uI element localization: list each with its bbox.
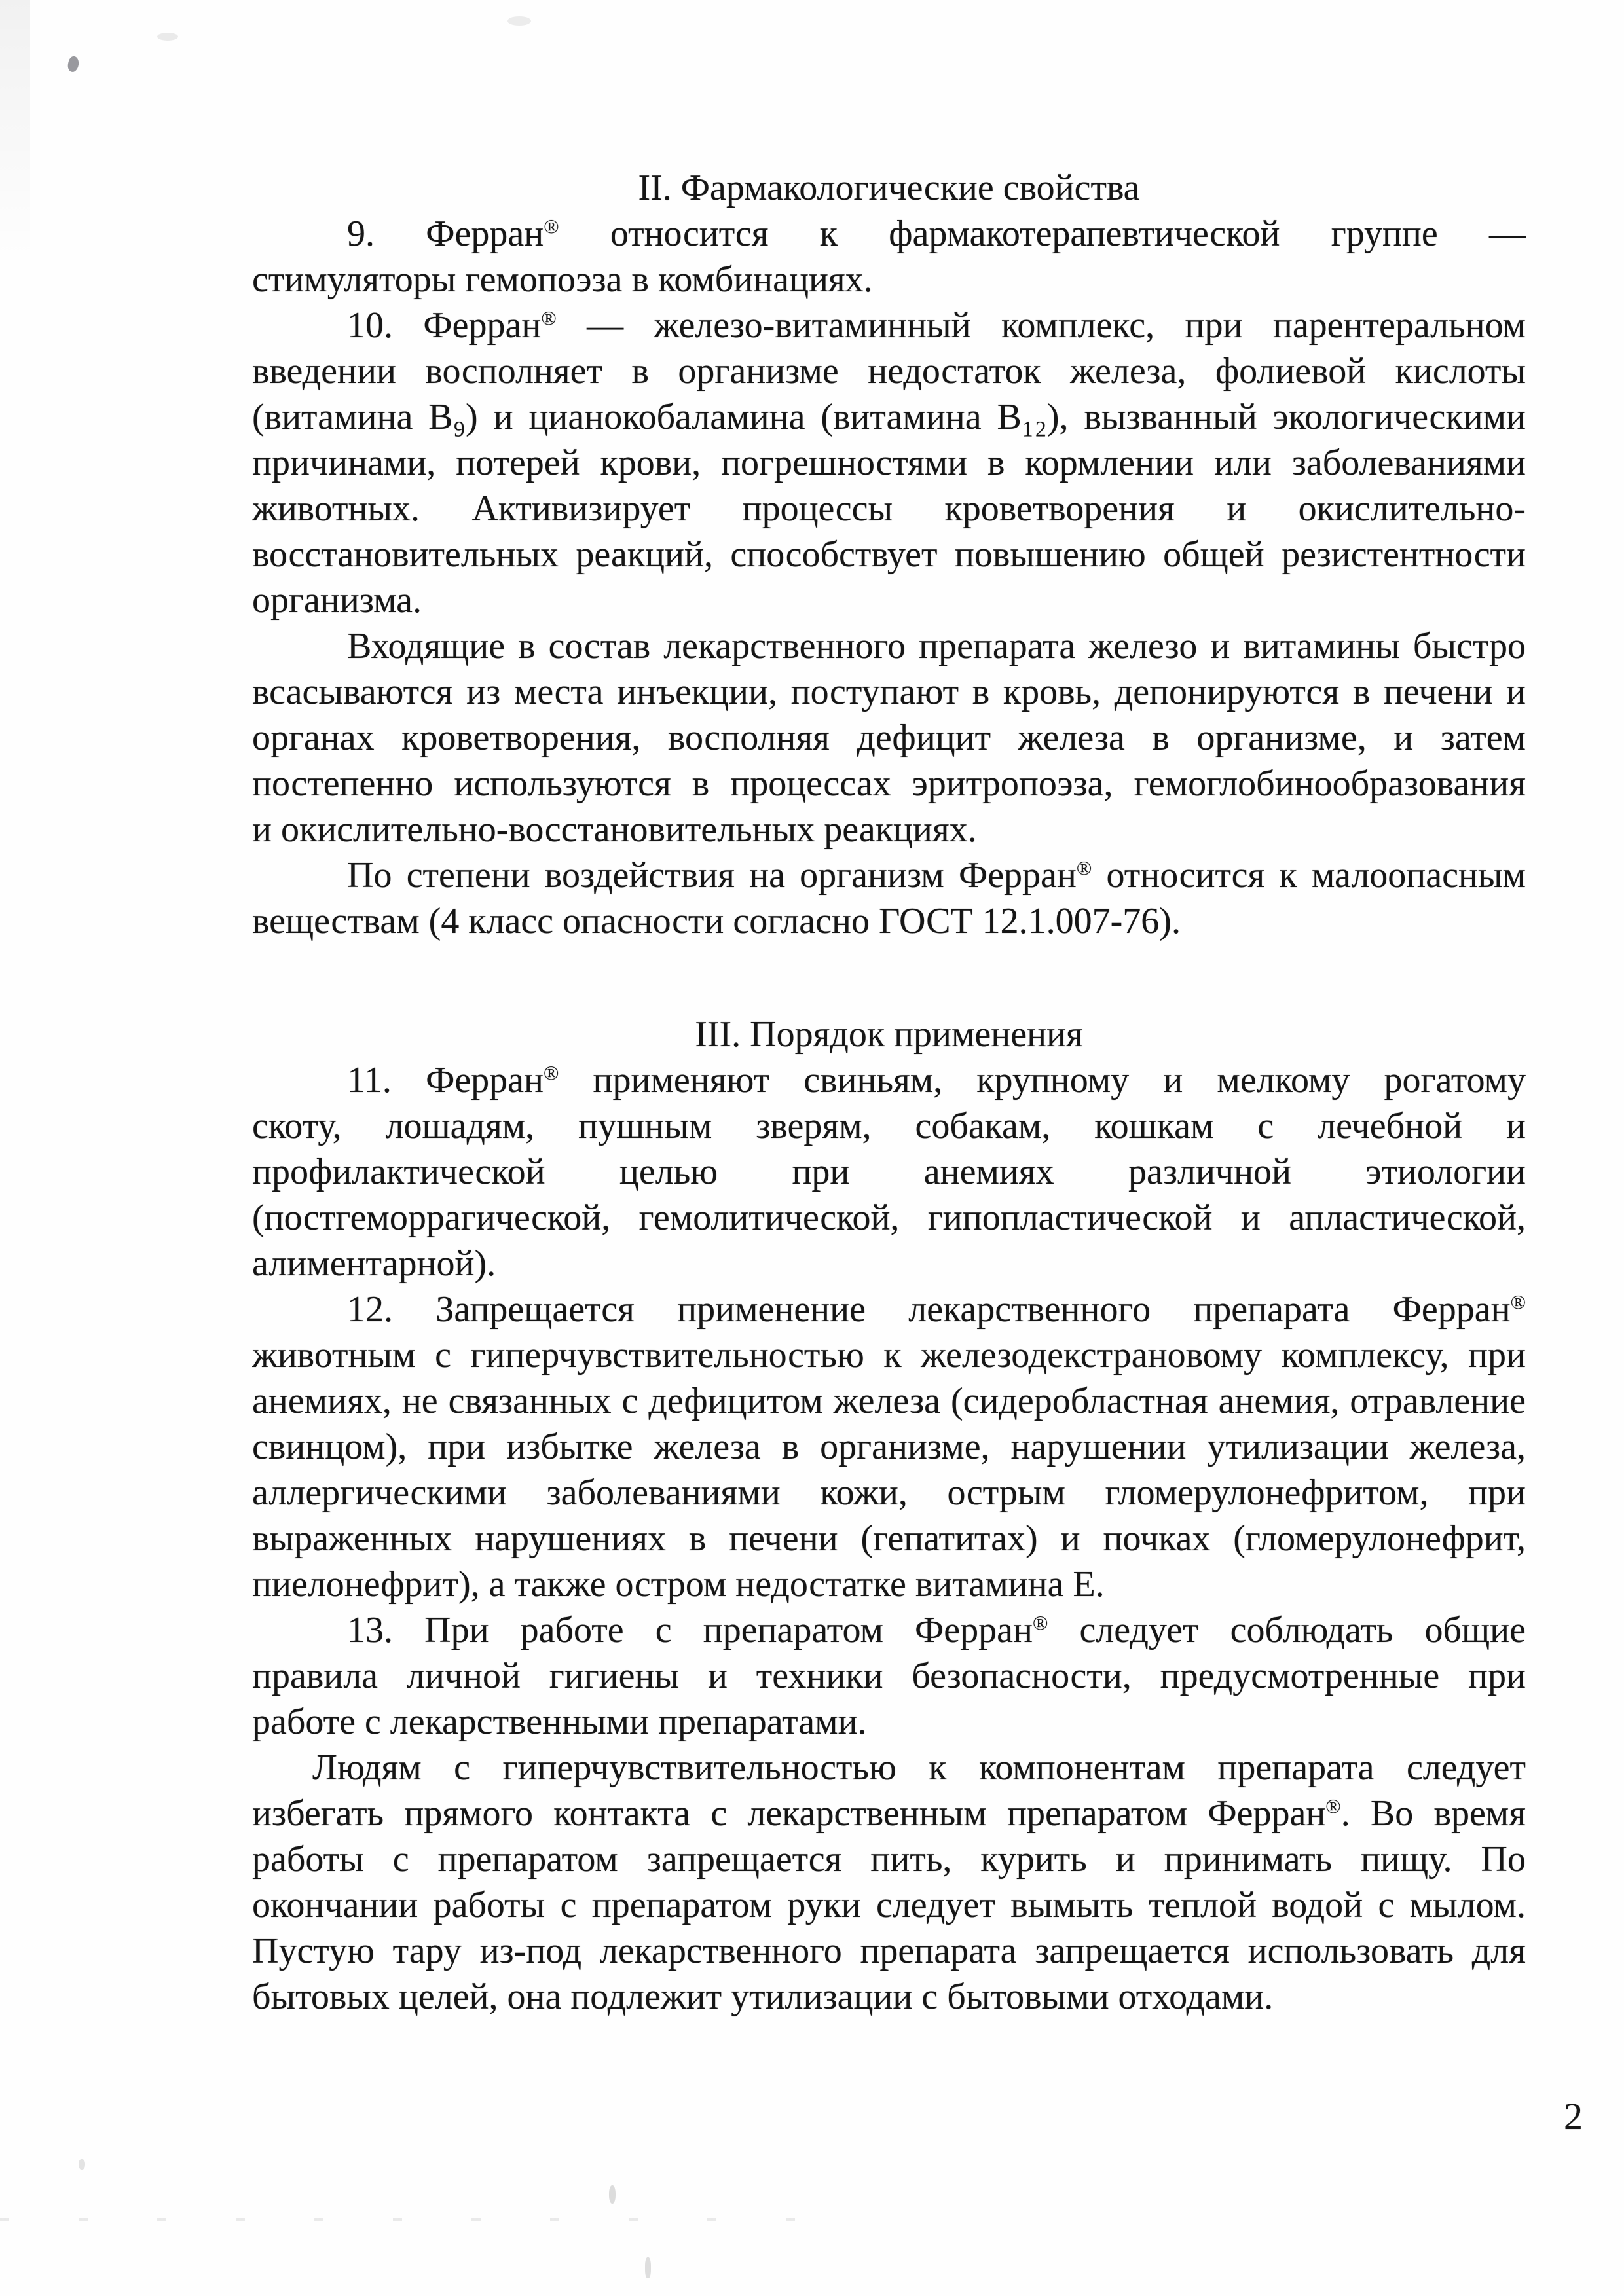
scan-speck [157, 33, 178, 41]
text-line: Пустую тару из-под лекарственного препарата запрещается использовать для [252, 1931, 1526, 1971]
text-line: 10. Ферран® — железо-витаминный комплекс, при парентеральном [347, 305, 1526, 346]
text-line: (витамина В₉) и цианокобаламина (витамина В₁₂), вызванный экологическими [252, 397, 1526, 437]
text-line: восстановительных реакций, способствует повышению общей резистентности [252, 534, 1526, 575]
paragraph [252, 852, 1526, 944]
paragraph [252, 1745, 1526, 2020]
paragraph [252, 211, 1526, 302]
paragraph [252, 1286, 1526, 1607]
text-line: окончании работы с препаратом руки следует вымыть теплой водой с мылом. [252, 1885, 1526, 1925]
text-line: скоту, лошадям, пушным зверям, собакам, кошкам с лечебной и [252, 1106, 1526, 1146]
text-line: бытовых целей, она подлежит утилизации с бытовыми отходами. [252, 1977, 1274, 2017]
document-body [252, 165, 1526, 2020]
text-line: веществам (4 класс опасности согласно ГОСТ 12.1.007-76). [252, 901, 1181, 941]
scan-speck [67, 56, 81, 73]
paragraph [252, 1057, 1526, 1286]
text-line: (постгеморрагической, гемолитической, гипопластической и апластической, [252, 1197, 1526, 1238]
text-line: работе с лекарственными препаратами. [252, 1702, 867, 1742]
paragraph [252, 302, 1526, 623]
section-heading: II. Фармакологические свойства [638, 168, 1140, 208]
scan-speck [507, 16, 531, 26]
text-line: и окислительно-восстановительных реакциях. [252, 809, 977, 850]
text-line: выраженных нарушениях в печени (гепатитах) и почках (гломерулонефрит, [252, 1518, 1526, 1559]
text-line: Людям с гиперчувствительностью к компонентам препарата следует [312, 1747, 1526, 1788]
text-line: 12. Запрещается применение лекарственного препарата Ферран® [347, 1289, 1526, 1330]
text-line: аллергическими заболеваниями кожи, острым гломерулонефритом, при [252, 1472, 1526, 1513]
scan-speck [609, 2185, 616, 2204]
text-line: избегать прямого контакта с лекарственным препаратом Ферран®. Во время [252, 1793, 1526, 1834]
page-number: 2 [1564, 2095, 1583, 2138]
text-line: алиментарной). [252, 1243, 496, 1284]
text-line: анемиях, не связанных с дефицитом железа (сидеробластная анемия, отравление [252, 1381, 1526, 1421]
text-line: По степени воздействия на организм Ферран® относится к малоопасным [347, 855, 1526, 896]
paragraph [252, 623, 1526, 852]
text-line: животных. Активизирует процессы кроветворения и окислительно- [252, 488, 1526, 529]
text-line: животным с гиперчувствительностью к железодекстрановому комплексу, при [252, 1335, 1526, 1376]
scan-speck [645, 2257, 651, 2278]
text-line: работы с препаратом запрещается пить, курить и принимать пищу. По [252, 1839, 1526, 1880]
scan-speck [79, 2159, 85, 2170]
scan-edge-shadow [0, 0, 30, 262]
text-line: постепенно используются в процессах эритропоэза, гемоглобинообразования [252, 763, 1526, 804]
text-line: причинами, потерей крови, погрешностями в кормлении или заболеваниями [252, 443, 1526, 483]
text-line: 9. Ферран® относится к фармакотерапевтической группе — [347, 213, 1526, 254]
paragraph [252, 1607, 1526, 1745]
text-line: организма. [252, 580, 422, 621]
text-line: 13. При работе с препаратом Ферран® следует соблюдать общие [347, 1610, 1526, 1650]
text-line: правила личной гигиены и техники безопасности, предусмотренные при [252, 1656, 1526, 1696]
text-line: свинцом), при избытке железа в организме, нарушении утилизации железа, [252, 1427, 1526, 1467]
text-line: введении восполняет в организме недостаток железа, фолиевой кислоты [252, 351, 1526, 392]
text-line: пиелонефрит), а также остром недостатке витамина Е. [252, 1564, 1105, 1605]
section-heading: III. Порядок применения [695, 1014, 1083, 1055]
scan-noise-band [0, 2218, 851, 2221]
document-section [252, 1011, 1526, 2020]
text-line: профилактической целью при анемиях различной этиологии [252, 1152, 1526, 1192]
document-section [252, 165, 1526, 944]
text-line: стимуляторы гемопоэза в комбинациях. [252, 259, 873, 300]
text-line: 11. Ферран® применяют свиньям, крупному и мелкому рогатому [347, 1060, 1526, 1101]
text-line: органах кроветворения, восполняя дефицит железа в организме, и затем [252, 718, 1526, 758]
text-line: Входящие в состав лекарственного препарата железо и витамины быстро [347, 626, 1526, 666]
text-line: всасываются из места инъекции, поступают в кровь, депонируются в печени и [252, 672, 1526, 712]
